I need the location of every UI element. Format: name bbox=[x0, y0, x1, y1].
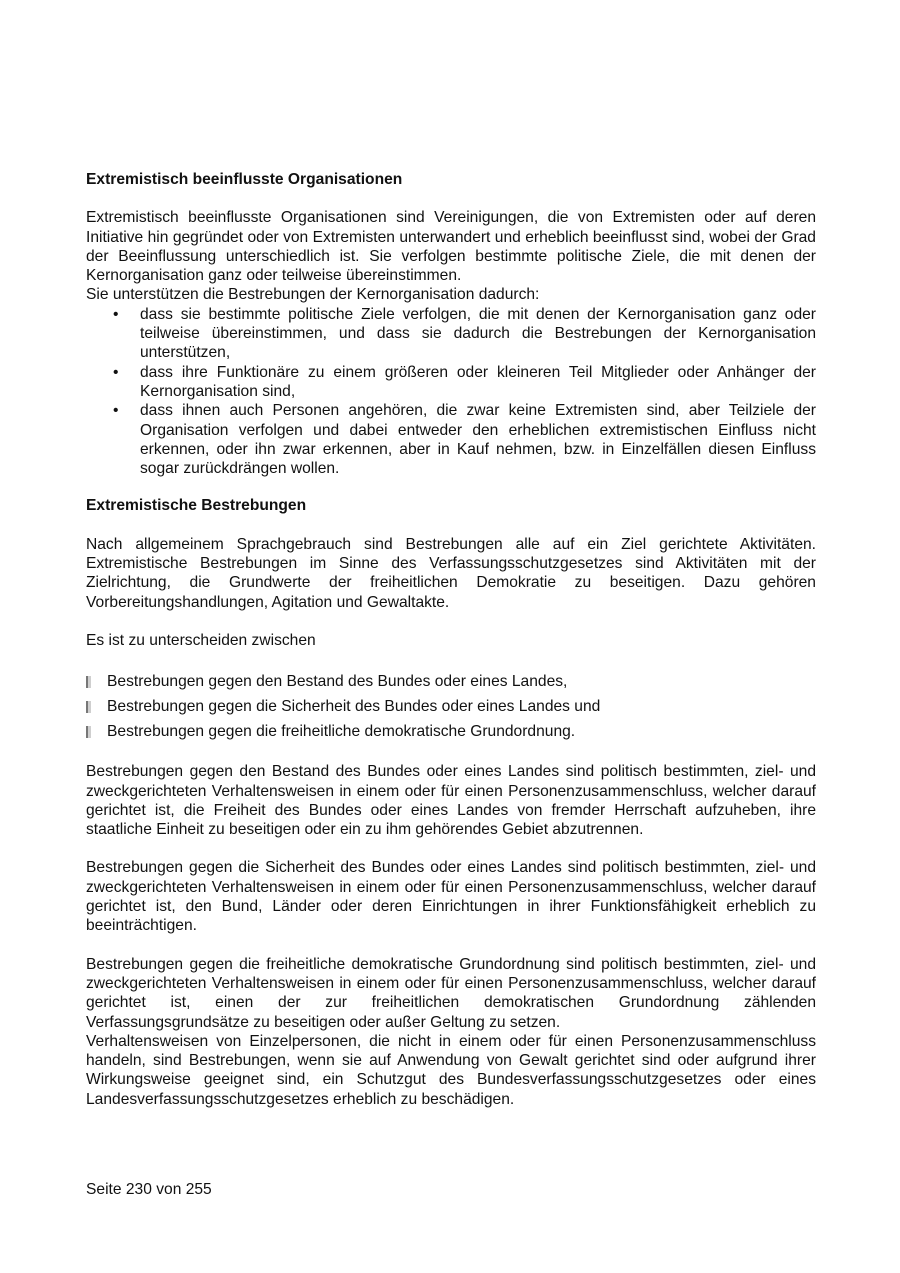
paragraph-bestrebungen-definition: Nach allgemeinem Sprachgebrauch sind Bestrebungen alle auf ein Ziel gerichtete Aktivitäten. Extremistische Bestrebungen im Sinne des Verfassungsschutzgesetzes sind Aktivitäten mit der Zielrichtung, die Grundwerte der freiheitlichen Demokratie zu beseitigen. Dazu gehören Vorbereitungshandlungen, Agitation und Gewaltakte. bbox=[86, 535, 816, 611]
bullet-icon: • bbox=[113, 402, 119, 420]
paragraph-einzelpersonen: Verhaltensweisen von Einzelpersonen, die nicht in einem oder für einen Personenzusammenschluss handeln, sind Bestrebungen, wenn sie auf Anwendung von Gewalt gerichtet sind oder aufgrund ihrer Wirkungsweise geeignet sind, ein Schutzgut des Bundesverfassungsschutzgesetzes oder eines Landesverfassungsschutzgesetzes erheblich zu beschädigen. bbox=[86, 1032, 816, 1108]
document-body bbox=[86, 170, 816, 1109]
bullet-icon: • bbox=[113, 363, 119, 381]
section-heading-organisations: Extremistisch beeinflusste Organisationen bbox=[86, 171, 403, 188]
list-item: • dass ihnen auch Personen angehören, die zwar keine Extremisten sind, aber Teilziele der Organisation verfolgen und dabei entweder den erheblichen extremistischen Einfluss nicht erkennen, oder ihn zwar erkennen, aber in Kauf nehmen, bzw. in Einzelfällen diesen Einfluss sogar zurückdrängen wollen. bbox=[113, 402, 816, 478]
bullet-icon: • bbox=[113, 305, 119, 323]
list-item: Bestrebungen gegen die freiheitliche demokratische Grundordnung. bbox=[107, 719, 816, 744]
paragraph-grundordnung: Bestrebungen gegen die freiheitliche demokratische Grundordnung sind politisch bestimmten, ziel- und zweckgerichteten Verhaltensweisen in einem oder für einen Personenzusammenschluss, welcher darauf gerichtet ist, einen der zur freiheitlichen demokratischen Grundordnung zählenden Verfassungsgrundsätze zu beseitigen oder außer Geltung zu setzen. bbox=[86, 955, 816, 1031]
bar-bullet-icon bbox=[86, 701, 91, 713]
paragraph-definition: Extremistisch beeinflusste Organisationen sind Vereinigungen, die von Extremisten oder auf deren Initiative hin gegründet oder von Extremisten unterwandert und erheblich beeinflusst sind, wobei der Grad der Beeinflussung unterschiedlich ist. Sie verfolgen bestimmte politische Ziele, die mit denen der Kernorganisation ganz oder teilweise übereinstimmen. bbox=[86, 209, 816, 285]
page-number: Seite 230 von 255 bbox=[86, 1181, 212, 1198]
bullet-list-support bbox=[86, 305, 816, 479]
bar-bullet-icon bbox=[86, 726, 91, 738]
list-item: Bestrebungen gegen die Sicherheit des Bundes oder eines Landes und bbox=[107, 694, 816, 719]
list-item: • dass ihre Funktionäre zu einem größeren oder kleineren Teil Mitglieder oder Anhänger der Kernorganisation sind, bbox=[113, 363, 816, 400]
paragraph-sicherheit: Bestrebungen gegen die Sicherheit des Bundes oder eines Landes sind politisch bestimmten, ziel- und zweckgerichteten Verhaltensweisen in einem oder für einen Personenzusammenschluss, welcher darauf gerichtet ist, den Bund, Länder oder deren Einrichtungen in ihrer Funktionsfähigkeit erheblich zu beeinträchtigen. bbox=[86, 859, 816, 935]
list-item: • dass sie bestimmte politische Ziele verfolgen, die mit denen der Kernorganisation ganz oder teilweise übereinstimmen, und dass sie dadurch die Bestrebungen der Kernorganisation unterstützen, bbox=[113, 305, 816, 362]
paragraph-support-intro: Sie unterstützen die Bestrebungen der Kernorganisation dadurch: bbox=[86, 286, 540, 304]
paragraph-bestand: Bestrebungen gegen den Bestand des Bundes oder eines Landes sind politisch bestimmten, ziel- und zweckgerichteten Verhaltensweisen in einem oder für einen Personenzusammenschluss, welcher darauf gerichtet ist, die Freiheit des Bundes oder eines Landes von fremder Herrschaft aufzuheben, ihre staatliche Einheit zu beseitigen oder ein zu ihm gehörendes Gebiet abzutrennen. bbox=[86, 763, 816, 839]
bar-list-bestrebungen bbox=[86, 669, 816, 744]
bar-bullet-icon bbox=[86, 676, 91, 688]
section-heading-bestrebungen: Extremistische Bestrebungen bbox=[86, 497, 307, 515]
list-item: Bestrebungen gegen den Bestand des Bundes oder eines Landes, bbox=[107, 669, 816, 694]
paragraph-distinguish: Es ist zu unterscheiden zwischen bbox=[86, 631, 316, 649]
